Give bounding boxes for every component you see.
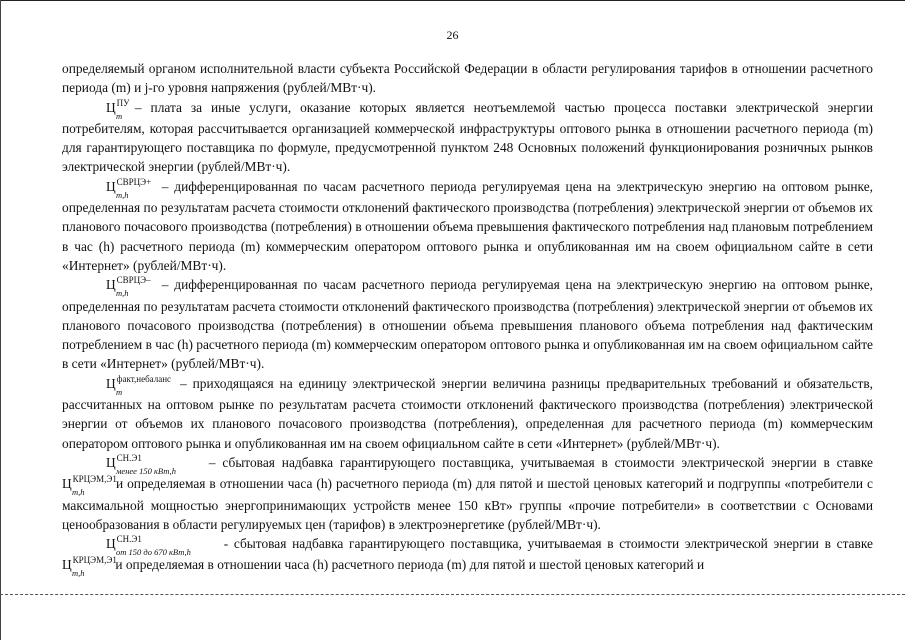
paragraph-svrce-minus [62, 275, 873, 373]
symbol-letter: Ц [106, 99, 116, 115]
symbol-superscript: СВРЦЭ+ [116, 176, 152, 187]
page-top-border [0, 0, 905, 1]
symbol-subscript: m [116, 386, 123, 397]
paragraph-sn-e1-under-150 [62, 453, 873, 534]
formula-symbol [106, 177, 156, 198]
symbol-subscript: m,h [72, 568, 85, 579]
symbol-subscript: менее 150 кВт,h [116, 465, 176, 476]
paragraph-sn-e1-150-670 [62, 534, 873, 577]
symbol-letter: Ц [106, 277, 116, 293]
paragraph-text: - сбытовая надбавка гарантирующего поставщика, учитываемая в стоимости электрической энергии в ставке [218, 536, 873, 552]
page-number: 26 [446, 28, 459, 42]
formula-symbol [106, 275, 156, 299]
symbol-superscript: СН.Э1 [116, 534, 142, 545]
paragraph-text: определяемый органом исполнительной власти субъекта Российской Федерации в области регулирования тарифов в отношении расчетного периода (m) и j-го уровня напряжения (рублей/МВт·ч). [62, 61, 873, 96]
symbol-subscript: m,h [72, 487, 85, 498]
paragraph-text: – сбытовая надбавка гарантирующего поставщика, учитываемая в стоимости электрической энергии в ставке [202, 454, 873, 470]
symbol-letter: Ц [62, 476, 72, 492]
symbol-letter: Ц [106, 536, 116, 552]
paragraph-text: и определяемая в отношении часа (h) расчетного периода (m) для пятой и шестой ценовых категорий и подгруппы «потребители с максимальной мощностью энергопринимающих устройств менее 150 кВт» группы «прочие потребители» в соответствии с Основами ценообразования в области регулируемых цен (тарифов) в электроэнергетике (рублей/МВт·ч). [62, 476, 873, 532]
symbol-letter: Ц [106, 454, 116, 470]
symbol-subscript: от 150 до 670 кВт,h [116, 547, 191, 558]
symbol-subscript: m,h [116, 288, 129, 299]
document-body [62, 59, 873, 577]
paragraph-text: и определяемая в отношении часа (h) расчетного периода (m) для пятой и шестой ценовых категорий и [112, 557, 705, 573]
paragraph-text: – дифференцированная по часам расчетного периода регулируемая цена на электрическую энергию на оптовом рынке, определенная по результатам расчета стоимости отклонений фактического производства (потребления) электрической энергии от объемов их планового почасового производства (потребления) в отношении объема превышения планового объема потребления над фактическим потреблением в час (h) расчетного периода (m) коммерческим оператором оптового рынка и опубликованная им на своем официальном сайте в сети «Интернет» (рублей/МВт·ч). [62, 277, 873, 372]
symbol-letter: Ц [106, 178, 116, 194]
page-left-border [0, 0, 1, 640]
symbol-superscript: СВРЦЭ– [116, 275, 151, 286]
paragraph-fakt-nebalans [62, 374, 873, 453]
paragraph-text: – дифференцированная по часам расчетного периода регулируемая цена на электрическую энергию на оптовом рынке, определенная по результатам расчета стоимости отклонений фактического производства (потребления) электрической энергии от объемов их планового почасового производства (потребления) в отношении объема превышения фактического потребления над плановым потреблением в час (h) расчетного периода (m) коммерческим оператором оптового рынка и опубликованная им на своем официальном сайте в сети «Интернет» (рублей/МВт·ч). [62, 178, 873, 273]
paragraph-svrce-plus [62, 177, 873, 275]
symbol-superscript: КРЦЭМ,Э1 [72, 474, 117, 485]
formula-symbol [106, 374, 174, 395]
formula-symbol-inline [62, 555, 117, 579]
symbol-superscript: КРЦЭМ,Э1 [72, 555, 117, 566]
symbol-superscript: ПУ [116, 97, 130, 108]
page-break-dashed-line [0, 594, 905, 595]
formula-symbol-inline [62, 474, 117, 498]
paragraph-pu [62, 98, 873, 177]
symbol-superscript: СН.Э1 [116, 452, 142, 463]
symbol-letter: Ц [106, 375, 116, 391]
symbol-letter: Ц [62, 557, 72, 573]
formula-symbol [106, 453, 202, 474]
paragraph-1 [62, 59, 873, 98]
symbol-subscript: m,h [116, 189, 129, 200]
symbol-subscript: m [116, 110, 123, 121]
formula-symbol [106, 534, 218, 558]
paragraph-text: – плата за иные услуги, оказание которых является неотъемлемой частью процесса поставки электрической энергии потребителям, которая рассчитывается организацией коммерческой инфраструктуры оптового рынка в отношении расчетного периода (m) для гарантирующего поставщика по формуле, предусмотренной пунктом 248 Основных положений функционирования розничных рынков электрической энергии (рублей/МВт·ч). [62, 99, 873, 175]
symbol-superscript: факт,небаланс [116, 373, 172, 384]
paragraph-text: – приходящаяся на единицу электрической энергии величина разницы предварительных требований и обязательств, рассчитанных на оптовом рынке по результатам расчета стоимости отклонений фактического производства (потребления) электрической энергии от объемов их планового почасового производства (потребления), определенная для расчетного периода (m) коммерческим оператором оптового рынка и опубликованная им на своем официальном сайте в сети «Интернет» (рублей/МВт·ч). [62, 375, 873, 451]
formula-symbol [106, 97, 130, 121]
